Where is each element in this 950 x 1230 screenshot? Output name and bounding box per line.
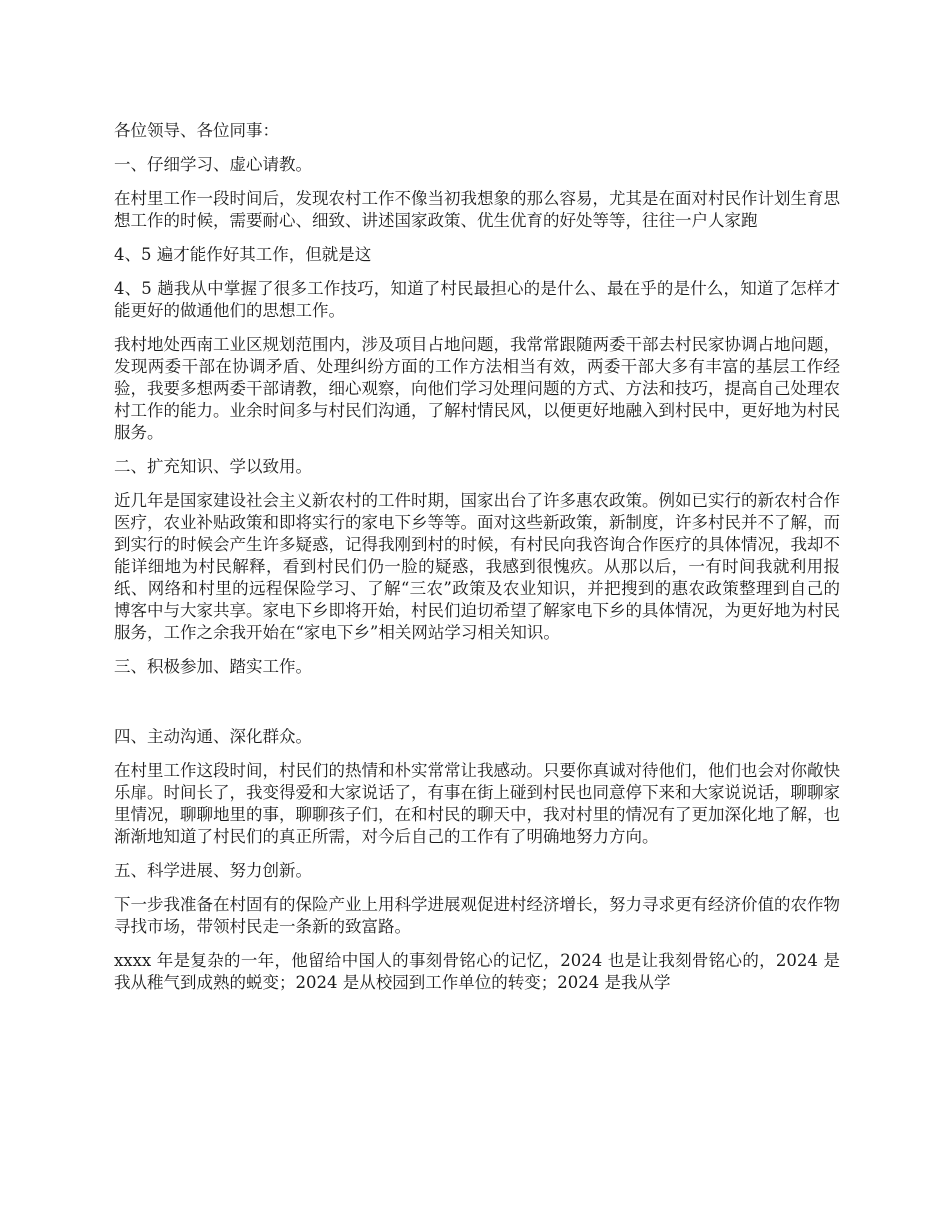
paragraph-8: xxxx 年是复杂的一年，他留给中国人的事刻骨铭心的记忆，2024 也是让我刻骨铭心的，2024 是我从稚气到成熟的蜕变；2024 是从校园到工作单位的转变；2024 是我从学 [114,951,840,992]
document-body [114,120,840,1006]
paragraph-3: 4、5 趟我从中掌握了很多工作技巧，知道了村民最担心的是什么、最在乎的是什么，知道了怎样才能更好的做通他们的思想工作。 [114,279,840,320]
paragraph-2: 4、5 遍才能作好其工作，但就是这 [114,245,372,264]
section-heading-5: 五、科学进展、努力创新。 [114,861,312,880]
paragraph-4: 我村地处西南工业区规划范围内，涉及项目占地问题，我常常跟随两委干部去村民家协调占地问题，发现两委干部在协调矛盾、处理纠纷方面的工作方法相当有效，两委干部大多有丰富的基层工作经验，我要多想两委干部请教，细心观察，向他们学习处理问题的方式、方法和技巧，提高自己处理农村工作的能力。业余时间多与村民们沟通，了解村情民风，以便更好地融入到村民中，更好地为村民服务。 [114,335,840,442]
paragraph-1: 在村里工作一段时间后，发现农村工作不像当初我想象的那么容易，尤其是在面对村民作计划生育思想工作的时候，需要耐心、细致、讲述国家政策、优生优育的好处等等，往往一户人家跑 [114,189,840,230]
section-heading-2: 二、扩充知识、学以致用。 [114,457,312,476]
section-heading-3: 三、积极参加、踏实工作。 [114,657,312,676]
paragraph-7: 下一步我准备在村固有的保险产业上用科学进展观促进村经济增长，努力寻求更有经济价值的农作物寻找市场，带领村民走一条新的致富路。 [114,895,840,936]
paragraph-6: 在村里工作这段时间，村民们的热情和朴实常常让我感动。只要你真诚对待他们，他们也会对你敞快乐扉。时间长了，我变得爱和大家说话了，有事在街上碰到村民也同意停下来和大家说说话，聊聊家里情况，聊聊地里的事，聊聊孩子们，在和村民的聊天中，我对村里的情况有了更加深化地了解，也渐渐地知道了村民们的真正所需，对今后自己的工作有了明确地努力方向。 [114,761,840,846]
greeting-line: 各位领导、各位同事： [114,121,279,140]
paragraph-5: 近几年是国家建设社会主义新农村的工件时期，国家出台了许多惠农政策。例如已实行的新农村合作医疗，农业补贴政策和即将实行的家电下乡等等。面对这些新政策，新制度，许多村民并不了解，而到实行的时候会产生许多疑惑，记得我刚到村的时候，有村民向我咨询合作医疗的具体情况，我却不能详细地为村民解释，看到村民们仍一脸的疑惑，我感到很愧疚。从那以后，一有时间我就利用报纸、网络和村里的远程保险学习、了解“三农”政策及农业知识，并把搜到的惠农政策整理到自己的博客中与大家共享。家电下乡即将开始，村民们迫切希望了解家电下乡的具体情况，为更好地为村民服务，工作之余我开始在“家电下乡”相关网站学习相关知识。 [114,491,840,642]
section-heading-4: 四、主动沟通、深化群众。 [114,727,312,746]
section-heading-1: 一、仔细学习、虚心请教。 [114,155,312,174]
